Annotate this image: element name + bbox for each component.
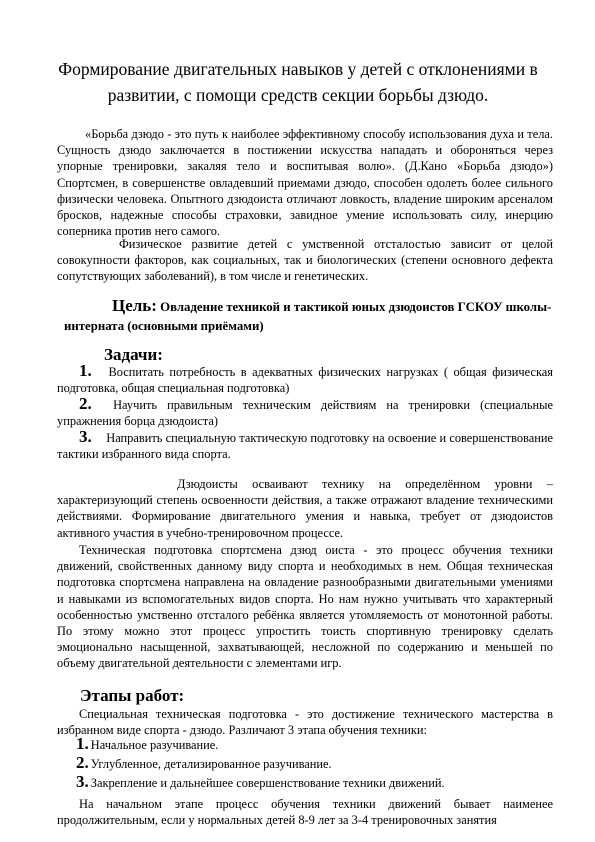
stage-text: Углубленное, детализированное разучивание. (90, 757, 332, 771)
task-number: 3. (79, 427, 92, 446)
task-text: Воспитать потребность в адекватных физических нагрузках ( общая физическая подготовка, общая специальная подготовка) (57, 365, 553, 395)
task-number: 2. (79, 394, 92, 413)
task-text: Направить специальную тактическую подготовку на освоение и совершенствование тактики избранного вида спорта. (57, 431, 553, 461)
page-title: Формирование двигательных навыков у детей с отклонениями в развитии, с помощи средств секции борьбы дзюдо. (58, 59, 538, 105)
goal-label: Цель: (112, 296, 157, 315)
stage-item-2 (76, 755, 332, 772)
stages-closing-paragraph: На начальном этапе процесс обучения техники движений бывает наименее продолжительным, если у нормальных детей 8-9 лет за 3-4 тренировочных занятия (57, 797, 553, 828)
stages-intro-paragraph: Специальная техническая подготовка - это достижение технического мастерства в избранном виде спорта - дзюдо. Различают 3 этапа обучения техники: (57, 707, 553, 738)
task-item-2 (57, 396, 553, 429)
task-item-1 (57, 363, 553, 396)
stage-text: Закрепление и дальнейшее совершенствование техники движений. (90, 776, 445, 790)
task-text: Научить правильным техническим действиям на тренировки (специальные упражнения борца дзюдоиста) (57, 398, 553, 428)
tasks-heading: Задачи: (104, 345, 163, 364)
goal-block (64, 296, 554, 336)
goal-text: Овладение техникой и тактикой юных дзюдоистов ГСКОУ школы-интерната (основными приёмами) (64, 300, 552, 333)
physical-development-paragraph: Физическое развитие детей с умственной отсталостью зависит от целой совокупности факторов, как социальных, так и биологических (степени основного дефекта сопутствующих заболеваний), в том числе и генетических. (57, 237, 553, 284)
stages-heading: Этапы работ: (80, 686, 185, 705)
stage-item-3 (76, 774, 445, 791)
intro-paragraph: «Борьба дзюдо - это путь к наиболее эффективному способу использования духа и тела. Сущность дзюдо заключается в постижении искусства нападать и обороняться через упорные тренировки, закаляя тело и воспитывая волю». (Д.Кано «Борьба дзюдо») Спортсмен, в совершенстве овладевший приемами дзюдо, способен одолеть более сильного физически человека. Опытного дзюдоиста отличают ловкость, владение широким арсеналом бросков, надежные способы страховки, завидное умение использовать силу, инерцию соперника против него самого. (57, 127, 553, 239)
stage-item-1 (76, 736, 218, 753)
stage-number: 3. (76, 772, 89, 791)
stage-number: 1. (76, 734, 89, 753)
task-item-3 (57, 429, 553, 462)
technical-training-paragraph: Техническая подготовка спортсмена дзюд оиста - это процесс обучения техники движений, свойственных данному виду спорта и необходимых в нем. Общая техническая подготовка спортсмена направлена на овладение разнообразными двигательными умениями и навыками из вспомогательных видов спорта. Но нам нужно учитывать что характерный особенностью умственно отсталого ребёнка является утомляемость от монотонной работы. По этому можно этот процесс упростить тоисть спортивную тренировку сделать эмоционально насыщенной, захватывающей, несложной по содержанию и меньшей по объему двигательной деятельности с элементами игр. (57, 543, 553, 671)
stage-text: Начальное разучивание. (90, 738, 219, 752)
judo-technique-paragraph: Дзюдоисты осваивают технику на определённом уровни – характеризующий степень освоенности действия, а также отражают владение техническими действиями. Формирование двигательного умения и навыка, требует от дзюдоистов активного участия в учебно-тренировочном процессе. (57, 477, 553, 540)
stage-number: 2. (76, 753, 89, 772)
task-number: 1. (79, 361, 92, 380)
